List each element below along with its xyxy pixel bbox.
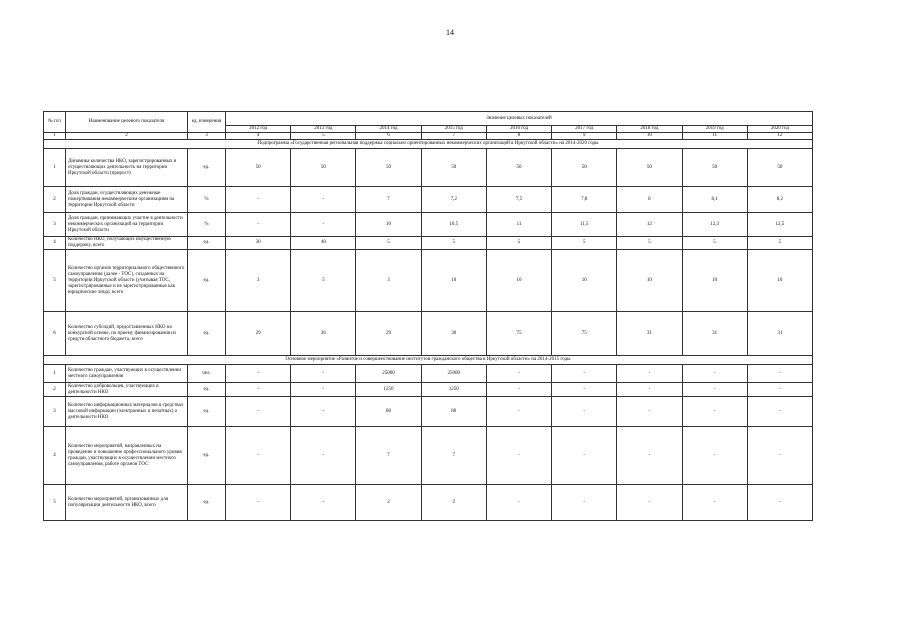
value-cell: 10: [356, 213, 421, 237]
row-num: 4: [44, 237, 66, 250]
value-cell: 10: [747, 250, 812, 312]
value-cell: 25000: [421, 365, 486, 383]
value-cell: -: [486, 365, 551, 383]
column-number: 4: [226, 133, 291, 140]
value-cell: -: [617, 427, 682, 485]
value-cell: 30: [421, 312, 486, 356]
value-cell: -: [617, 365, 682, 383]
value-cell: -: [617, 397, 682, 427]
column-number: 11: [682, 133, 747, 140]
row-num: 3: [44, 397, 66, 427]
row-num: 1: [44, 365, 66, 383]
indicator-name: Количество добровольцев, участвующих в деятельности НКО: [66, 383, 188, 397]
value-cell: -: [617, 485, 682, 521]
column-number: 7: [421, 133, 486, 140]
value-cell: -: [552, 427, 617, 485]
indicator-name: Доля граждан, осуществляющих денежные пожертвования некоммерческим организациям на территории Иркутской области: [66, 187, 188, 213]
header-year: 2015 год: [421, 126, 486, 133]
value-cell: 2: [356, 485, 421, 521]
value-cell: -: [552, 397, 617, 427]
row-num: 4: [44, 427, 66, 485]
indicator-name: Динамика количества НКО, зарегистрированных и осуществляющих деятельность на территории Иркутской области (прирост): [66, 149, 188, 187]
value-cell: -: [291, 383, 356, 397]
value-cell: 31: [747, 312, 812, 356]
value-cell: 10,5: [421, 213, 486, 237]
row-num: 2: [44, 383, 66, 397]
column-number: 8: [486, 133, 551, 140]
value-cell: -: [291, 213, 356, 237]
table-row: [44, 427, 813, 485]
column-number: 10: [617, 133, 682, 140]
unit: ед.: [188, 250, 226, 312]
value-cell: 5: [486, 237, 551, 250]
unit: ед.: [188, 149, 226, 187]
row-num: 6: [44, 312, 66, 356]
column-number: 9: [552, 133, 617, 140]
value-cell: -: [747, 485, 812, 521]
value-cell: 50: [617, 149, 682, 187]
header-unit: ед. измерения: [188, 112, 226, 133]
column-number: 12: [747, 133, 812, 140]
value-cell: 12: [617, 213, 682, 237]
value-cell: 36: [291, 312, 356, 356]
value-cell: 50: [486, 149, 551, 187]
header-year: 2012 год: [226, 126, 291, 133]
value-cell: 8: [617, 187, 682, 213]
table-row: [44, 187, 813, 213]
table-row: [44, 312, 813, 356]
header-year: 2017 год: [552, 126, 617, 133]
value-cell: -: [682, 365, 747, 383]
header-values-title: Значение целевых показателей: [226, 112, 813, 126]
row-num: 3: [44, 213, 66, 237]
value-cell: 29: [356, 312, 421, 356]
value-cell: -: [226, 383, 291, 397]
section-title: Основное мероприятие «Развитие и совершенствование институтов гражданского общества в Иркутской области» на 2014-2015 годы: [44, 356, 813, 365]
value-cell: 7: [421, 427, 486, 485]
value-cell: 80: [356, 397, 421, 427]
indicator-name: Количество информационных материалов в средствах массовой информации (электронных и печатных) о деятельности НКО: [66, 397, 188, 427]
value-cell: 5: [552, 237, 617, 250]
value-cell: 11,5: [552, 213, 617, 237]
value-cell: -: [291, 485, 356, 521]
column-number: 3: [188, 133, 226, 140]
value-cell: 3: [226, 250, 291, 312]
value-cell: -: [682, 427, 747, 485]
header-year: 2018 год: [617, 126, 682, 133]
table-row: [44, 383, 813, 397]
value-cell: 5: [682, 237, 747, 250]
value-cell: 3: [356, 250, 421, 312]
value-cell: 5: [356, 237, 421, 250]
value-cell: -: [747, 427, 812, 485]
header-year: 2014 год: [356, 126, 421, 133]
value-cell: -: [682, 397, 747, 427]
value-cell: 50: [356, 149, 421, 187]
table-row: [44, 397, 813, 427]
indicator-name: Количество органов территориального общественного самоуправления (далее - ТОС), созданных на территории Иркутской области (учитывая ТОС, зарегистрированные и не зарегистрированные как юридические лица), всего: [66, 250, 188, 312]
value-cell: 10: [421, 250, 486, 312]
unit: ед.: [188, 397, 226, 427]
value-cell: -: [747, 397, 812, 427]
value-cell: 7: [356, 187, 421, 213]
value-cell: -: [226, 427, 291, 485]
value-cell: 1250: [421, 383, 486, 397]
indicator-name: Количество мероприятий, направленных на проведение и повышение профессионального уровня граждан, участвующих в осуществлении местного самоуправления, работе органов ТОС: [66, 427, 188, 485]
unit: ед.: [188, 427, 226, 485]
value-cell: -: [486, 383, 551, 397]
header-year: 2016 год: [486, 126, 551, 133]
table-row: [44, 485, 813, 521]
value-cell: 12,3: [682, 213, 747, 237]
indicator-name: Доля граждан, принимающих участие в деятельности некоммерческих организаций на территории Иркутской области: [66, 213, 188, 237]
column-number: 1: [44, 133, 66, 140]
table-row: [44, 149, 813, 187]
indicator-name: Количество НКО, получающих имущественную поддержку, всего: [66, 237, 188, 250]
page-number: 14: [446, 28, 454, 37]
value-cell: 2: [421, 485, 486, 521]
value-cell: 31: [682, 312, 747, 356]
column-number: 5: [291, 133, 356, 140]
table-row: [44, 213, 813, 237]
row-num: 1: [44, 149, 66, 187]
value-cell: 50: [421, 149, 486, 187]
value-cell: 11: [486, 213, 551, 237]
indicator-name: Количество мероприятий, организованных для популяризации деятельности НКО, всего: [66, 485, 188, 521]
unit: ед.: [188, 383, 226, 397]
row-num: 5: [44, 250, 66, 312]
value-cell: -: [552, 365, 617, 383]
section-title: Подпрограмма «Государственная региональная поддержка социально ориентированных некоммерческих организаций в Иркутской области» на 2014-2020 годы: [44, 140, 813, 149]
unit: %: [188, 187, 226, 213]
header-year: 2013 год: [291, 126, 356, 133]
value-cell: 12,5: [747, 213, 812, 237]
value-cell: -: [747, 383, 812, 397]
value-cell: 5: [747, 237, 812, 250]
value-cell: 7,2: [421, 187, 486, 213]
value-cell: 50: [682, 149, 747, 187]
value-cell: 40: [291, 237, 356, 250]
unit: ед.: [188, 237, 226, 250]
value-cell: 5: [617, 237, 682, 250]
unit: ед.: [188, 312, 226, 356]
table-row: [44, 237, 813, 250]
value-cell: 75: [552, 312, 617, 356]
value-cell: 30: [226, 237, 291, 250]
value-cell: 31: [617, 312, 682, 356]
value-cell: -: [226, 187, 291, 213]
value-cell: -: [291, 427, 356, 485]
value-cell: -: [747, 365, 812, 383]
value-cell: -: [291, 187, 356, 213]
table-row: [44, 250, 813, 312]
value-cell: 10: [617, 250, 682, 312]
table-row: [44, 365, 813, 383]
value-cell: -: [226, 213, 291, 237]
value-cell: -: [552, 383, 617, 397]
value-cell: -: [617, 383, 682, 397]
target-indicators-table: [43, 111, 813, 521]
value-cell: 8,2: [747, 187, 812, 213]
value-cell: 10: [552, 250, 617, 312]
value-cell: -: [486, 427, 551, 485]
value-cell: 8,1: [682, 187, 747, 213]
value-cell: 75: [486, 312, 551, 356]
value-cell: -: [682, 485, 747, 521]
row-num: 5: [44, 485, 66, 521]
value-cell: -: [291, 365, 356, 383]
value-cell: 50: [291, 149, 356, 187]
header-year: 2020 год: [747, 126, 812, 133]
value-cell: -: [682, 383, 747, 397]
value-cell: -: [226, 485, 291, 521]
value-cell: -: [486, 397, 551, 427]
header-num: № п/п: [44, 112, 66, 133]
indicator-name: Количество субсидий, предоставленных НКО на конкурсной основе, по приему финансирования из средств областного бюджета, всего: [66, 312, 188, 356]
value-cell: 10: [682, 250, 747, 312]
unit: ед.: [188, 485, 226, 521]
header-year: 2019 год: [682, 126, 747, 133]
value-cell: 10: [486, 250, 551, 312]
value-cell: 7,8: [552, 187, 617, 213]
row-num: 2: [44, 187, 66, 213]
value-cell: 50: [552, 149, 617, 187]
value-cell: 29: [226, 312, 291, 356]
value-cell: 7,5: [486, 187, 551, 213]
unit: чел.: [188, 365, 226, 383]
header-name: Наименование целевого показателя: [66, 112, 188, 133]
unit: %: [188, 213, 226, 237]
value-cell: 50: [747, 149, 812, 187]
column-number: 6: [356, 133, 421, 140]
column-number: 2: [66, 133, 188, 140]
value-cell: 25000: [356, 365, 421, 383]
value-cell: -: [226, 365, 291, 383]
indicator-name: Количество граждан, участвующих в осуществлении местного самоуправления: [66, 365, 188, 383]
value-cell: 7: [356, 427, 421, 485]
value-cell: -: [291, 397, 356, 427]
value-cell: 5: [421, 237, 486, 250]
value-cell: 80: [421, 397, 486, 427]
value-cell: 5: [291, 250, 356, 312]
value-cell: -: [486, 485, 551, 521]
value-cell: -: [552, 485, 617, 521]
value-cell: -: [226, 397, 291, 427]
value-cell: 50: [226, 149, 291, 187]
value-cell: 1250: [356, 383, 421, 397]
